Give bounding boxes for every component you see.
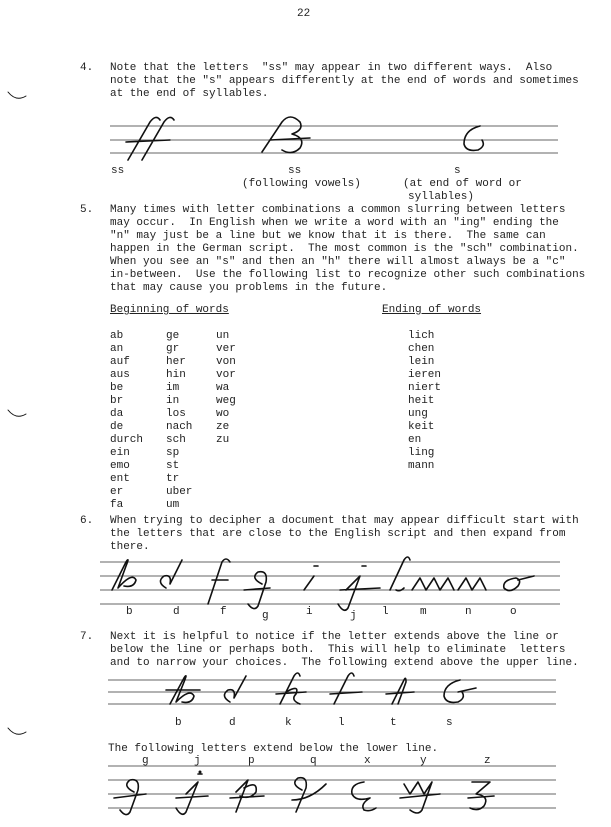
word-item: durch <box>110 434 144 446</box>
page-number: 22 <box>297 8 311 20</box>
upper-label-s: s <box>446 717 453 729</box>
word-item: keit <box>408 421 435 433</box>
s-note-line-2: syllables) <box>408 191 475 203</box>
beginning-heading: Beginning of words <box>110 304 229 316</box>
lower-label-q: q <box>310 755 317 767</box>
item-number-7: 7. <box>80 631 94 643</box>
ss-note-vowels: (following vowels) <box>242 178 361 190</box>
letter-label-n: n <box>465 606 472 618</box>
letter-label-l: l <box>382 606 389 618</box>
word-item: niert <box>408 382 442 394</box>
letter-label-b: b <box>126 606 133 618</box>
letter-label-i: i <box>306 606 313 618</box>
letter-label-f: f <box>220 606 227 618</box>
word-item: von <box>216 356 236 368</box>
word-item: chen <box>408 343 435 355</box>
word-item: vor <box>216 369 236 381</box>
letter-label-o: o <box>510 606 517 618</box>
script-letter-x-lower <box>352 782 376 811</box>
script-letter-z-lower <box>468 782 494 810</box>
word-item: sch <box>166 434 186 446</box>
word-item: hin <box>166 369 186 381</box>
s-note-line-1: (at end of word or <box>403 178 522 190</box>
item-number-6: 6. <box>80 515 94 527</box>
letter-label-j: j <box>350 610 357 622</box>
word-item: ver <box>216 343 236 355</box>
item-number-5: 5. <box>80 204 94 216</box>
word-item: um <box>166 499 180 511</box>
upper-label-d: d <box>229 717 236 729</box>
word-item: da <box>110 408 124 420</box>
word-item: ge <box>166 330 180 342</box>
word-item: be <box>110 382 124 394</box>
item-4-text: Note that the letters "ss" may appear in two different ways. Also note that the "s" appears differently at the end of words and sometimes at the end of syllables. <box>110 62 579 100</box>
word-item: ein <box>110 447 130 459</box>
item-5-text: Many times with letter combinations a common slurring between letters may occur. In English when we write a word with an "ing" ending the "n" may just be a line but we know that it is there. The same can happen in the German script. The most common is the "sch" combination. When you see an "s" and then an "h" there will almost always be a "c" in-between. Use the following list to recognize other such combinations that may cause you problems in the future. <box>110 204 586 294</box>
word-item: zu <box>216 434 230 446</box>
word-item: los <box>166 408 186 420</box>
upper-label-k: k <box>285 717 292 729</box>
lower-label-z: z <box>484 755 491 767</box>
word-item: ze <box>216 421 230 433</box>
item-number-4: 4. <box>80 62 94 74</box>
word-item: nach <box>166 421 193 433</box>
ss-label-2: ss <box>288 165 302 177</box>
word-item: en <box>408 434 422 446</box>
lower-label-g: g <box>142 755 149 767</box>
letter-label-g: g <box>262 610 269 622</box>
word-item: her <box>166 356 186 368</box>
word-item: ab <box>110 330 124 342</box>
below-line-intro: The following letters extend below the lower line. <box>108 743 439 755</box>
word-item: ent <box>110 473 130 485</box>
word-item: heit <box>408 395 435 407</box>
lower-label-y: y <box>420 755 427 767</box>
upper-label-l: l <box>338 717 345 729</box>
script-letter-q-lower <box>292 778 326 812</box>
ending-heading: Ending of words <box>382 304 482 316</box>
word-item: ieren <box>408 369 442 381</box>
word-item: weg <box>216 395 236 407</box>
word-item: mann <box>408 460 435 472</box>
word-item: ling <box>408 447 435 459</box>
word-item: auf <box>110 356 130 368</box>
word-item: in <box>166 395 180 407</box>
s-label: s <box>454 165 461 177</box>
word-item: br <box>110 395 124 407</box>
word-item: gr <box>166 343 180 355</box>
lower-label-j: j <box>194 755 201 767</box>
word-item: tr <box>166 473 180 485</box>
lower-label-p: p <box>248 755 255 767</box>
script-letter-p-lower <box>230 780 264 812</box>
ss-label-1: ss <box>111 165 125 177</box>
upper-label-t: t <box>390 717 397 729</box>
upper-label-b: b <box>175 717 182 729</box>
word-item: er <box>110 486 124 498</box>
word-item: im <box>166 382 180 394</box>
word-item: wo <box>216 408 230 420</box>
word-item: lich <box>408 330 435 342</box>
word-item: wa <box>216 382 230 394</box>
word-item: ung <box>408 408 428 420</box>
word-item: fa <box>110 499 124 511</box>
word-item: un <box>216 330 230 342</box>
item-7-text: Next it is helpful to notice if the letter extends above the line or below the line or perhaps both. This will help to eliminate letters and to narrow your choices. The following extend above the upper line. <box>110 631 579 669</box>
word-item: sp <box>166 447 180 459</box>
letter-label-d: d <box>173 606 180 618</box>
word-item: st <box>166 460 180 472</box>
item-6-text: When trying to decipher a document that may appear difficult start with the letters that are close to the English script and then expand from there. <box>110 515 579 553</box>
word-item: emo <box>110 460 130 472</box>
word-item: uber <box>166 486 193 498</box>
word-item: an <box>110 343 124 355</box>
word-item: lein <box>408 356 435 368</box>
word-item: aus <box>110 369 130 381</box>
word-item: de <box>110 421 124 433</box>
script-letter-g-lower <box>114 780 146 815</box>
lower-label-x: x <box>364 755 371 767</box>
letter-label-m: m <box>420 606 427 618</box>
